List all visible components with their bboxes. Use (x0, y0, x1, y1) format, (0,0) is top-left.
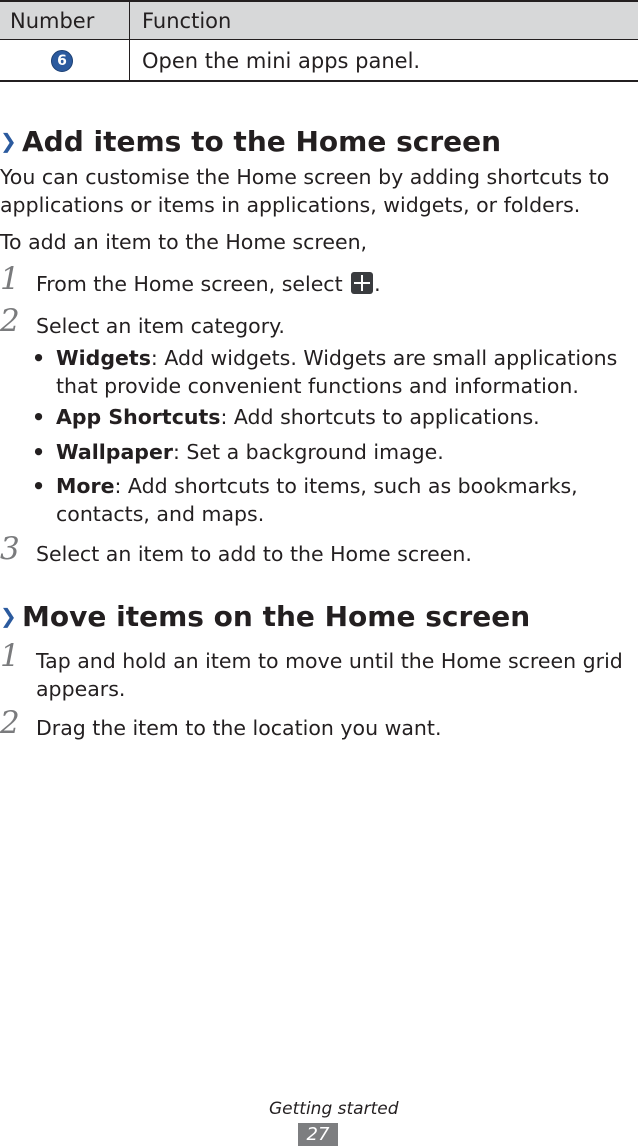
bullet-text (56, 438, 634, 466)
step-text: Select an item category. (36, 314, 285, 338)
bullet-dot: • (32, 405, 46, 429)
step-text: Tap and hold an item to move until the Home screen grid appears. (36, 649, 623, 701)
footer-section-label: Getting started (269, 1099, 399, 1119)
bullet-text (56, 403, 634, 431)
bullet-desc: : Add widgets. Widgets are small applications that provide convenient functions and information. (56, 346, 618, 398)
page-number: 27 (298, 1123, 338, 1146)
bullet-term: Wallpaper (56, 440, 173, 464)
bullet-text (56, 472, 634, 528)
step-text: Drag the item to the location you want. (36, 716, 442, 740)
section-heading-move-items (0, 599, 530, 634)
bullet-term: Widgets (56, 346, 151, 370)
bullet-dot: • (32, 474, 46, 498)
bullet-term: More (56, 474, 115, 498)
step-number: 2 (0, 705, 20, 741)
step-number: 1 (0, 261, 20, 297)
step-text: Select an item to add to the Home screen. (36, 542, 472, 566)
bullet-dot: • (32, 440, 46, 464)
chevron-right-icon: ❯ (0, 604, 17, 628)
chevron-right-icon: ❯ (0, 129, 17, 153)
table-row (0, 40, 638, 82)
step-number: 2 (0, 303, 20, 339)
column-divider (129, 0, 130, 82)
bullet-desc: : Set a background image. (172, 440, 444, 464)
step-text-after: . (374, 272, 381, 296)
lead-paragraph: To add an item to the Home screen, (0, 230, 368, 254)
step-text-before: From the Home screen, select (36, 272, 350, 296)
add-icon (351, 272, 373, 294)
bullet-desc: : Add shortcuts to items, such as bookmarks, contacts, and maps. (56, 474, 578, 526)
intro-paragraph: You can customise the Home screen by adding shortcuts to applications or items in applications, widgets, or folders. (0, 165, 610, 217)
step-text (36, 270, 631, 298)
header-number: Number (10, 9, 95, 33)
step-number: 3 (0, 531, 20, 567)
section-heading-add-items (0, 124, 501, 159)
bullet-term: App Shortcuts (56, 405, 221, 429)
row-function-text: Open the mini apps panel. (142, 49, 421, 73)
bullet-desc: : Add shortcuts to applications. (220, 405, 540, 429)
section-title: Add items to the Home screen (22, 125, 502, 158)
bullet-text (56, 344, 634, 400)
callout-number-badge: 6 (51, 50, 73, 72)
step-number: 1 (0, 638, 20, 674)
section-title: Move items on the Home screen (22, 600, 531, 633)
bullet-dot: • (32, 346, 46, 370)
header-function: Function (142, 9, 232, 33)
table-header (0, 0, 638, 40)
